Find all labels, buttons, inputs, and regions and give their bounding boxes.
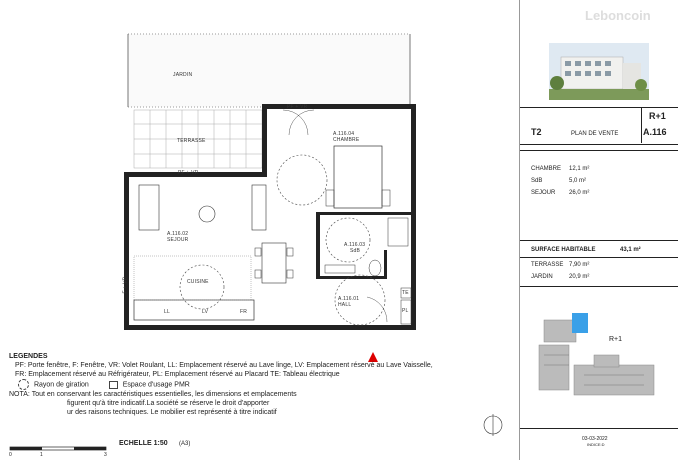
extra-name: JARDIN: [531, 274, 553, 280]
hall-id-label: A.116.01: [338, 296, 360, 302]
lv-label: LV: [202, 309, 209, 315]
scale-tick-1: 1: [40, 452, 43, 458]
side-window-label: F + VR: [122, 276, 129, 294]
chambre-label: CHAMBRE: [333, 137, 360, 143]
extra-area: 20,9 m²: [569, 274, 590, 280]
building-image: [549, 43, 649, 100]
jardin-label: JARDIN: [173, 72, 193, 78]
pl-label: PL: [402, 308, 409, 314]
sejour-id-label: A.116.02: [167, 231, 189, 237]
room-name: CHAMBRE: [531, 166, 562, 172]
divider: [520, 240, 678, 241]
legend-line-1: PF: Porte fenêtre, F: Fenêtre, VR: Volet Roulant, LL: Emplacement réservé au Lave linge, LV: Emplacement réservé au Lave Vaisselle,: [15, 362, 433, 369]
extra-area: 7,90 m²: [569, 262, 590, 268]
room-area: 26,0 m²: [569, 190, 590, 196]
cuisine-label: CUISINE: [187, 279, 209, 285]
sejour-label: SEJOUR: [167, 237, 189, 243]
level-label: R+1: [649, 111, 666, 121]
room-name: SdB: [531, 178, 543, 184]
divider: [520, 257, 678, 258]
sdb-label: SdB: [350, 248, 361, 254]
revision-index: INDICE:D: [587, 442, 605, 447]
legend-line-2: FR: Emplacement réservé au Réfrigérateur, PL: Emplacement réservé au Placard TE: Tableau électrique: [15, 371, 340, 378]
legend-pmr: Espace d'usage PMR: [122, 381, 190, 389]
te-label: TE: [402, 290, 409, 296]
terrasse-label: TERRASSE: [177, 138, 206, 144]
revision-date: 03-03-2022: [582, 436, 608, 442]
legend-note-2: figurent qu'à titre indicatif.La société se réserve le droit d'apporter: [67, 400, 270, 407]
surface-value: 43,1 m²: [620, 247, 641, 253]
surface-label: SURFACE HABITABLE: [531, 247, 596, 253]
watermark: Leboncoin: [585, 8, 651, 23]
legend-giration: Rayon de giration: [33, 381, 89, 389]
divider: [520, 150, 678, 151]
room-area: 12,1 m²: [569, 166, 590, 172]
giration-icon: [18, 379, 29, 390]
pf-vr-top-label: PF + VR: [287, 104, 308, 110]
scale-tick-0: 0: [9, 452, 12, 458]
scale-tick-3: 3: [104, 452, 107, 458]
divider: [520, 286, 678, 287]
legend: [9, 352, 489, 417]
hall-label: HALL: [338, 302, 352, 308]
sdb-id-label: A.116.03: [344, 242, 366, 248]
chambre-id-label: A.116.04: [333, 131, 355, 137]
legend-note-1: NOTA: Tout en conservant les caractéristiques essentielles, les dimensions et emplacements: [9, 391, 297, 398]
legend-title: LEGENDES: [9, 353, 48, 360]
ll-label: LL: [164, 309, 170, 315]
apartment-type: T2: [531, 127, 542, 137]
lot-number: A.116: [643, 127, 667, 137]
extra-name: TERRASSE: [531, 262, 564, 268]
pf-vr-mid-label: PF + VR: [178, 170, 199, 176]
divider: [520, 428, 678, 429]
legend-note-3: ur des raisons techniques. Le mobilier est représenté à titre indicatif: [67, 409, 277, 416]
plan-title: PLAN DE VENTE: [571, 131, 619, 137]
scale-label: ECHELLE 1:50: [119, 440, 168, 447]
pmr-space-icon: [109, 381, 118, 389]
room-area: 5,0 m²: [569, 178, 587, 184]
scale-format: (A3): [179, 441, 191, 447]
key-plan-level: R+1: [609, 336, 623, 343]
key-plan-highlight: [572, 313, 588, 333]
fr-label: FR: [240, 309, 248, 315]
room-name: SEJOUR: [531, 190, 556, 196]
key-plan: [534, 305, 670, 405]
